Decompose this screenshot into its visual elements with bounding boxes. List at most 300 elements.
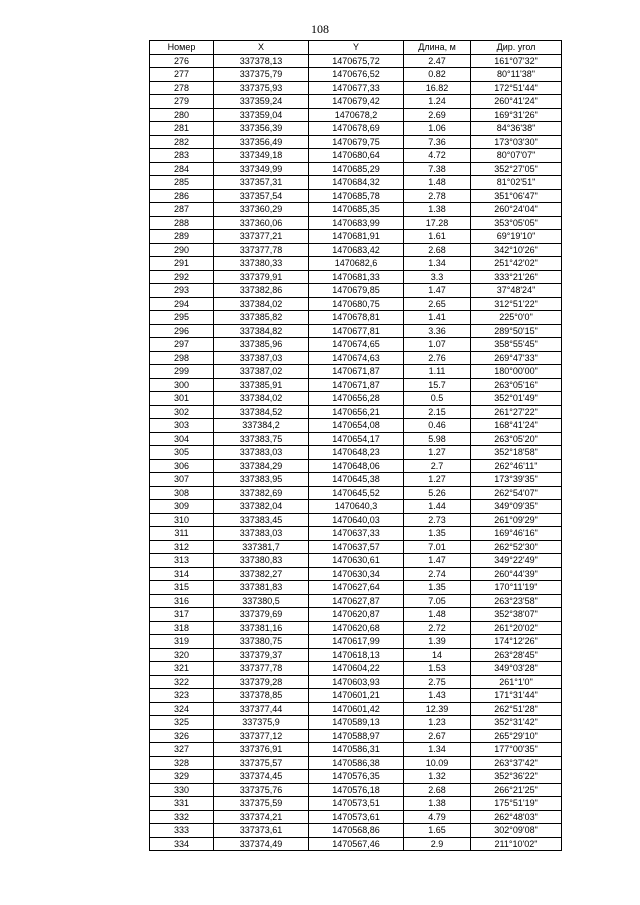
cell-angle: 351°06'47" xyxy=(471,189,562,203)
cell-angle: 263°23'58" xyxy=(471,594,562,608)
table-row xyxy=(150,135,562,149)
table-row xyxy=(150,716,562,730)
table-row xyxy=(150,95,562,109)
cell-x: 337383,03 xyxy=(214,527,309,541)
cell-x: 337387,02 xyxy=(214,365,309,379)
cell-angle: 352°31'42" xyxy=(471,716,562,730)
cell-angle: 173°39'35" xyxy=(471,473,562,487)
cell-length: 4.79 xyxy=(404,810,471,824)
cell-angle: 251°42'02" xyxy=(471,257,562,271)
cell-number: 332 xyxy=(150,810,214,824)
table-row xyxy=(150,68,562,82)
cell-x: 337384,2 xyxy=(214,419,309,433)
cell-y: 1470654,08 xyxy=(309,419,404,433)
table-row xyxy=(150,675,562,689)
table-row xyxy=(150,446,562,460)
table-row xyxy=(150,513,562,527)
table-row xyxy=(150,500,562,514)
table-row xyxy=(150,459,562,473)
cell-angle: 352°38'07" xyxy=(471,608,562,622)
table-row xyxy=(150,837,562,851)
cell-x: 337360,06 xyxy=(214,216,309,230)
cell-y: 1470677,81 xyxy=(309,324,404,338)
table-row xyxy=(150,284,562,298)
cell-y: 1470620,87 xyxy=(309,608,404,622)
cell-length: 7.05 xyxy=(404,594,471,608)
cell-x: 337383,95 xyxy=(214,473,309,487)
cell-number: 307 xyxy=(150,473,214,487)
table-header xyxy=(150,41,562,55)
cell-y: 1470576,18 xyxy=(309,783,404,797)
cell-y: 1470679,75 xyxy=(309,135,404,149)
cell-number: 309 xyxy=(150,500,214,514)
cell-length: 1.38 xyxy=(404,203,471,217)
cell-x: 337374,45 xyxy=(214,770,309,784)
cell-angle: 177°00'35" xyxy=(471,743,562,757)
cell-y: 1470685,29 xyxy=(309,162,404,176)
cell-length: 1.27 xyxy=(404,473,471,487)
cell-y: 1470573,61 xyxy=(309,810,404,824)
cell-length: 0.82 xyxy=(404,68,471,82)
cell-x: 337384,02 xyxy=(214,392,309,406)
table-row xyxy=(150,54,562,68)
cell-length: 1.47 xyxy=(404,554,471,568)
cell-y: 1470573,51 xyxy=(309,797,404,811)
cell-number: 282 xyxy=(150,135,214,149)
cell-length: 2.73 xyxy=(404,513,471,527)
cell-length: 1.27 xyxy=(404,446,471,460)
cell-angle: 225°0'0" xyxy=(471,311,562,325)
cell-number: 312 xyxy=(150,540,214,554)
cell-y: 1470617,99 xyxy=(309,635,404,649)
cell-angle: 263°28'45" xyxy=(471,648,562,662)
cell-length: 1.34 xyxy=(404,257,471,271)
cell-length: 1.24 xyxy=(404,95,471,109)
cell-angle: 161°07'32" xyxy=(471,54,562,68)
coordinates-table xyxy=(149,40,562,851)
table-row xyxy=(150,621,562,635)
cell-number: 305 xyxy=(150,446,214,460)
cell-y: 1470637,33 xyxy=(309,527,404,541)
cell-length: 17.28 xyxy=(404,216,471,230)
cell-angle: 175°51'19" xyxy=(471,797,562,811)
cell-x: 337383,75 xyxy=(214,432,309,446)
cell-length: 2.78 xyxy=(404,189,471,203)
table-row xyxy=(150,567,562,581)
table-row xyxy=(150,783,562,797)
cell-angle: 173°03'30" xyxy=(471,135,562,149)
table-row xyxy=(150,392,562,406)
cell-y: 1470685,35 xyxy=(309,203,404,217)
cell-angle: 352°27'05" xyxy=(471,162,562,176)
cell-y: 1470656,21 xyxy=(309,405,404,419)
cell-x: 337382,69 xyxy=(214,486,309,500)
table-row xyxy=(150,324,562,338)
cell-length: 1.39 xyxy=(404,635,471,649)
table-row xyxy=(150,594,562,608)
table-row xyxy=(150,351,562,365)
table-row xyxy=(150,635,562,649)
cell-number: 321 xyxy=(150,662,214,676)
cell-x: 337378,85 xyxy=(214,689,309,703)
cell-y: 1470648,06 xyxy=(309,459,404,473)
cell-number: 306 xyxy=(150,459,214,473)
cell-length: 1.34 xyxy=(404,743,471,757)
cell-x: 337357,54 xyxy=(214,189,309,203)
cell-number: 299 xyxy=(150,365,214,379)
cell-y: 1470645,38 xyxy=(309,473,404,487)
cell-length: 1.47 xyxy=(404,284,471,298)
cell-angle: 170°11'19" xyxy=(471,581,562,595)
table-row xyxy=(150,122,562,136)
cell-number: 320 xyxy=(150,648,214,662)
cell-y: 1470681,91 xyxy=(309,230,404,244)
table-row xyxy=(150,149,562,163)
cell-angle: 168°41'24" xyxy=(471,419,562,433)
cell-number: 293 xyxy=(150,284,214,298)
cell-length: 5.26 xyxy=(404,486,471,500)
cell-y: 1470654,17 xyxy=(309,432,404,446)
cell-x: 337375,9 xyxy=(214,716,309,730)
cell-number: 278 xyxy=(150,81,214,95)
cell-x: 337380,75 xyxy=(214,635,309,649)
table-row xyxy=(150,230,562,244)
cell-length: 1.44 xyxy=(404,500,471,514)
cell-length: 0.5 xyxy=(404,392,471,406)
cell-y: 1470683,42 xyxy=(309,243,404,257)
cell-x: 337373,61 xyxy=(214,824,309,838)
cell-length: 2.67 xyxy=(404,729,471,743)
cell-y: 1470603,93 xyxy=(309,675,404,689)
cell-number: 281 xyxy=(150,122,214,136)
cell-number: 329 xyxy=(150,770,214,784)
cell-number: 296 xyxy=(150,324,214,338)
cell-x: 337382,86 xyxy=(214,284,309,298)
cell-angle: 262°51'28" xyxy=(471,702,562,716)
cell-x: 337379,28 xyxy=(214,675,309,689)
cell-number: 310 xyxy=(150,513,214,527)
cell-y: 1470679,85 xyxy=(309,284,404,298)
table-row xyxy=(150,432,562,446)
cell-x: 337376,91 xyxy=(214,743,309,757)
cell-angle: 260°41'24" xyxy=(471,95,562,109)
cell-angle: 174°12'26" xyxy=(471,635,562,649)
table-row xyxy=(150,473,562,487)
cell-length: 2.65 xyxy=(404,297,471,311)
cell-number: 318 xyxy=(150,621,214,635)
table-row xyxy=(150,176,562,190)
cell-length: 2.7 xyxy=(404,459,471,473)
cell-number: 292 xyxy=(150,270,214,284)
cell-y: 1470637,57 xyxy=(309,540,404,554)
cell-y: 1470676,52 xyxy=(309,68,404,82)
cell-angle: 262°48'03" xyxy=(471,810,562,824)
cell-length: 2.68 xyxy=(404,783,471,797)
cell-angle: 263°05'20" xyxy=(471,432,562,446)
table-row xyxy=(150,554,562,568)
cell-length: 1.43 xyxy=(404,689,471,703)
cell-number: 301 xyxy=(150,392,214,406)
cell-y: 1470567,46 xyxy=(309,837,404,851)
cell-angle: 261°20'02" xyxy=(471,621,562,635)
cell-length: 7.36 xyxy=(404,135,471,149)
cell-length: 1.06 xyxy=(404,122,471,136)
cell-y: 1470683,99 xyxy=(309,216,404,230)
cell-number: 311 xyxy=(150,527,214,541)
cell-number: 286 xyxy=(150,189,214,203)
cell-number: 331 xyxy=(150,797,214,811)
cell-angle: 80°11'38" xyxy=(471,68,562,82)
cell-angle: 262°46'11" xyxy=(471,459,562,473)
table-row xyxy=(150,338,562,352)
header-number: Номер xyxy=(150,41,214,55)
header-angle: Дир. угол xyxy=(471,41,562,55)
table-body xyxy=(150,54,562,851)
cell-x: 337349,99 xyxy=(214,162,309,176)
cell-angle: 260°44'39" xyxy=(471,567,562,581)
cell-number: 287 xyxy=(150,203,214,217)
cell-x: 337359,24 xyxy=(214,95,309,109)
cell-x: 337377,78 xyxy=(214,243,309,257)
table-row xyxy=(150,365,562,379)
cell-angle: 312°51'22" xyxy=(471,297,562,311)
cell-y: 1470640,03 xyxy=(309,513,404,527)
cell-length: 10.09 xyxy=(404,756,471,770)
cell-y: 1470680,75 xyxy=(309,297,404,311)
cell-angle: 211°10'02" xyxy=(471,837,562,851)
cell-length: 1.11 xyxy=(404,365,471,379)
cell-length: 2.75 xyxy=(404,675,471,689)
table-row xyxy=(150,243,562,257)
cell-number: 277 xyxy=(150,68,214,82)
cell-y: 1470675,72 xyxy=(309,54,404,68)
table-row xyxy=(150,486,562,500)
table-row xyxy=(150,729,562,743)
cell-y: 1470604,22 xyxy=(309,662,404,676)
cell-length: 1.65 xyxy=(404,824,471,838)
cell-y: 1470680,64 xyxy=(309,149,404,163)
cell-number: 322 xyxy=(150,675,214,689)
cell-number: 303 xyxy=(150,419,214,433)
cell-angle: 349°22'49" xyxy=(471,554,562,568)
cell-number: 289 xyxy=(150,230,214,244)
cell-length: 2.47 xyxy=(404,54,471,68)
table-row xyxy=(150,756,562,770)
cell-y: 1470630,34 xyxy=(309,567,404,581)
cell-length: 1.38 xyxy=(404,797,471,811)
cell-x: 337385,91 xyxy=(214,378,309,392)
cell-x: 337379,69 xyxy=(214,608,309,622)
cell-angle: 352°18'58" xyxy=(471,446,562,460)
header-y: Y xyxy=(309,41,404,55)
cell-number: 294 xyxy=(150,297,214,311)
table-row xyxy=(150,824,562,838)
cell-number: 323 xyxy=(150,689,214,703)
cell-number: 288 xyxy=(150,216,214,230)
cell-angle: 262°54'07" xyxy=(471,486,562,500)
cell-length: 1.48 xyxy=(404,176,471,190)
cell-y: 1470620,68 xyxy=(309,621,404,635)
cell-number: 314 xyxy=(150,567,214,581)
cell-number: 325 xyxy=(150,716,214,730)
table-row xyxy=(150,189,562,203)
header-row xyxy=(150,41,562,55)
cell-length: 5.98 xyxy=(404,432,471,446)
cell-y: 1470630,61 xyxy=(309,554,404,568)
table-row xyxy=(150,108,562,122)
cell-x: 337385,96 xyxy=(214,338,309,352)
cell-x: 337374,49 xyxy=(214,837,309,851)
table-row xyxy=(150,203,562,217)
cell-x: 337379,91 xyxy=(214,270,309,284)
cell-number: 319 xyxy=(150,635,214,649)
cell-x: 337378,13 xyxy=(214,54,309,68)
table-row xyxy=(150,662,562,676)
cell-x: 337383,45 xyxy=(214,513,309,527)
cell-number: 280 xyxy=(150,108,214,122)
cell-angle: 172°51'44" xyxy=(471,81,562,95)
cell-y: 1470568,86 xyxy=(309,824,404,838)
cell-x: 337375,59 xyxy=(214,797,309,811)
cell-angle: 302°09'08" xyxy=(471,824,562,838)
cell-angle: 169°31'26" xyxy=(471,108,562,122)
cell-y: 1470685,78 xyxy=(309,189,404,203)
cell-number: 283 xyxy=(150,149,214,163)
cell-length: 1.41 xyxy=(404,311,471,325)
cell-x: 337383,03 xyxy=(214,446,309,460)
cell-number: 304 xyxy=(150,432,214,446)
cell-x: 337382,04 xyxy=(214,500,309,514)
cell-length: 2.69 xyxy=(404,108,471,122)
cell-x: 337359,04 xyxy=(214,108,309,122)
cell-x: 337375,57 xyxy=(214,756,309,770)
table-row xyxy=(150,608,562,622)
cell-x: 337375,93 xyxy=(214,81,309,95)
table-row xyxy=(150,648,562,662)
cell-angle: 358°55'45" xyxy=(471,338,562,352)
cell-y: 1470674,63 xyxy=(309,351,404,365)
cell-number: 308 xyxy=(150,486,214,500)
cell-number: 326 xyxy=(150,729,214,743)
cell-number: 324 xyxy=(150,702,214,716)
cell-x: 337382,27 xyxy=(214,567,309,581)
cell-x: 337356,49 xyxy=(214,135,309,149)
cell-number: 333 xyxy=(150,824,214,838)
table-row xyxy=(150,702,562,716)
cell-x: 337374,21 xyxy=(214,810,309,824)
cell-y: 1470671,87 xyxy=(309,378,404,392)
cell-y: 1470589,13 xyxy=(309,716,404,730)
table-row xyxy=(150,257,562,271)
cell-number: 315 xyxy=(150,581,214,595)
cell-x: 337381,7 xyxy=(214,540,309,554)
header-length: Длина, м xyxy=(404,41,471,55)
cell-angle: 263°05'16" xyxy=(471,378,562,392)
cell-length: 1.35 xyxy=(404,581,471,595)
table-row xyxy=(150,527,562,541)
cell-x: 337375,76 xyxy=(214,783,309,797)
cell-x: 337384,29 xyxy=(214,459,309,473)
cell-number: 291 xyxy=(150,257,214,271)
cell-y: 1470586,38 xyxy=(309,756,404,770)
cell-angle: 261°09'29" xyxy=(471,513,562,527)
cell-angle: 171°31'44" xyxy=(471,689,562,703)
table-row xyxy=(150,540,562,554)
cell-angle: 80°07'07" xyxy=(471,149,562,163)
cell-length: 2.9 xyxy=(404,837,471,851)
cell-y: 1470674,65 xyxy=(309,338,404,352)
cell-number: 327 xyxy=(150,743,214,757)
cell-number: 295 xyxy=(150,311,214,325)
cell-angle: 263°37'42" xyxy=(471,756,562,770)
cell-x: 337387,03 xyxy=(214,351,309,365)
cell-y: 1470627,87 xyxy=(309,594,404,608)
cell-angle: 261°1'0" xyxy=(471,675,562,689)
cell-length: 1.07 xyxy=(404,338,471,352)
cell-angle: 261°27'22" xyxy=(471,405,562,419)
cell-number: 284 xyxy=(150,162,214,176)
cell-angle: 352°36'22" xyxy=(471,770,562,784)
table-row xyxy=(150,270,562,284)
cell-angle: 349°09'35" xyxy=(471,500,562,514)
cell-x: 337377,44 xyxy=(214,702,309,716)
cell-y: 1470677,33 xyxy=(309,81,404,95)
cell-x: 337384,82 xyxy=(214,324,309,338)
cell-length: 2.76 xyxy=(404,351,471,365)
cell-number: 317 xyxy=(150,608,214,622)
cell-x: 337377,12 xyxy=(214,729,309,743)
cell-x: 337384,52 xyxy=(214,405,309,419)
cell-number: 298 xyxy=(150,351,214,365)
cell-angle: 81°02'51" xyxy=(471,176,562,190)
cell-x: 337377,78 xyxy=(214,662,309,676)
cell-angle: 353°05'05" xyxy=(471,216,562,230)
cell-number: 290 xyxy=(150,243,214,257)
table-row xyxy=(150,419,562,433)
table-row xyxy=(150,405,562,419)
cell-x: 337380,33 xyxy=(214,257,309,271)
cell-y: 1470681,33 xyxy=(309,270,404,284)
table-row xyxy=(150,689,562,703)
cell-angle: 84°36'38" xyxy=(471,122,562,136)
cell-x: 337379,37 xyxy=(214,648,309,662)
cell-angle: 69°19'10" xyxy=(471,230,562,244)
cell-y: 1470678,69 xyxy=(309,122,404,136)
cell-length: 16.82 xyxy=(404,81,471,95)
cell-length: 0.46 xyxy=(404,419,471,433)
cell-angle: 180°00'00" xyxy=(471,365,562,379)
cell-y: 1470588,97 xyxy=(309,729,404,743)
cell-length: 7.01 xyxy=(404,540,471,554)
cell-angle: 266°21'25" xyxy=(471,783,562,797)
cell-angle: 262°52'30" xyxy=(471,540,562,554)
cell-x: 337384,02 xyxy=(214,297,309,311)
cell-x: 337380,83 xyxy=(214,554,309,568)
cell-length: 1.23 xyxy=(404,716,471,730)
cell-length: 1.32 xyxy=(404,770,471,784)
table-row xyxy=(150,770,562,784)
cell-x: 337381,16 xyxy=(214,621,309,635)
cell-x: 337356,39 xyxy=(214,122,309,136)
cell-length: 7.38 xyxy=(404,162,471,176)
cell-length: 1.35 xyxy=(404,527,471,541)
header-x: X xyxy=(214,41,309,55)
page-number: 108 xyxy=(311,22,329,36)
cell-length: 14 xyxy=(404,648,471,662)
table-row xyxy=(150,216,562,230)
cell-angle: 169°46'16" xyxy=(471,527,562,541)
cell-number: 279 xyxy=(150,95,214,109)
